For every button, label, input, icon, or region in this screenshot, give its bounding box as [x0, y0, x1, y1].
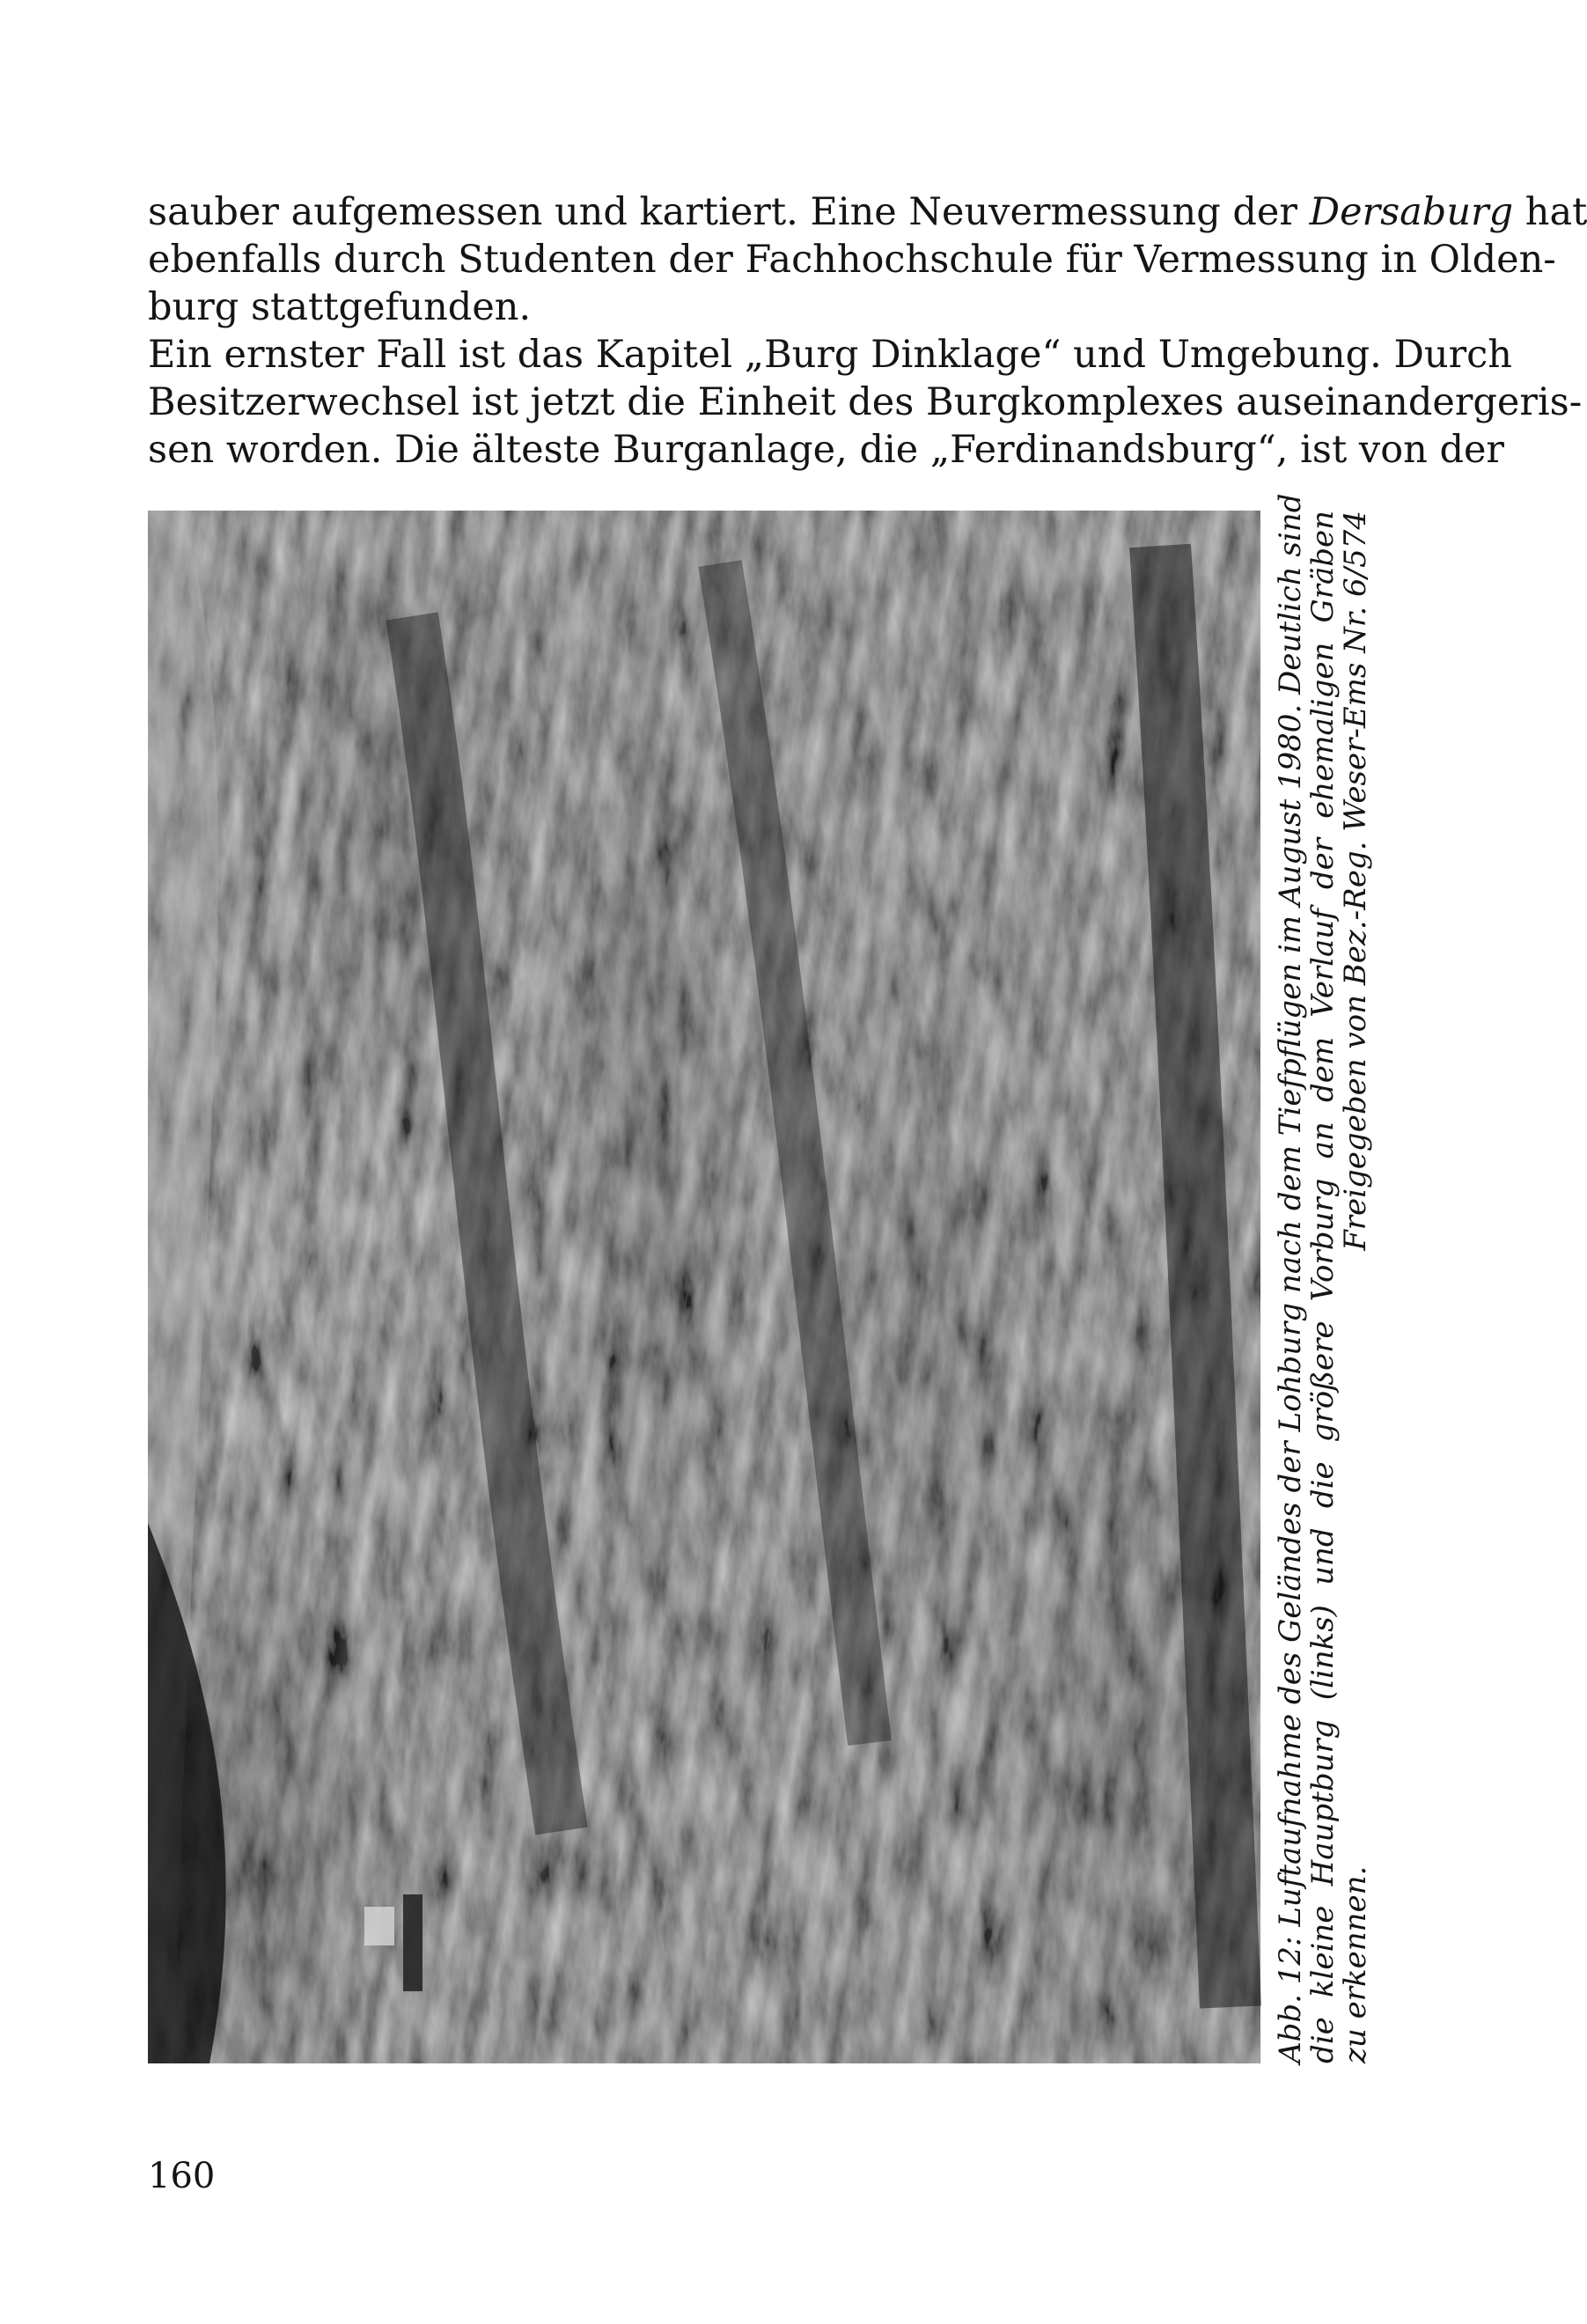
caption-segment: zu erkennen. [1338, 1865, 1373, 2063]
body-paragraph-2 [148, 331, 1583, 474]
italic-place-name: Dersaburg [1309, 190, 1514, 234]
text-line: burg stattgefunden. [148, 285, 532, 329]
body-paragraph-1 [148, 188, 1587, 331]
text-segment: hat [1513, 190, 1587, 234]
aerial-photograph [148, 511, 1260, 2063]
tractor-shape [364, 1907, 394, 1945]
text-line: sen worden. Die älteste Burganlage, die „Ferdinandsburg“, ist von der [148, 428, 1504, 472]
text-line: ebenfalls durch Studenten der Fachhochschule für Vermessung in Olden- [148, 238, 1556, 282]
figure-caption [1273, 493, 1380, 2063]
aerial-photo-texture [148, 511, 1260, 2063]
caption-credit: Freigegeben von Bez.-Reg. Weser-Ems Nr. 6/574 [1338, 511, 1373, 1251]
page-number: 160 [148, 2156, 216, 2196]
text-line [148, 188, 1587, 236]
text-line: Ein ernster Fall ist das Kapitel „Burg Dinklage“ und Umgebung. Durch [148, 333, 1512, 377]
tractor-trailer-shape [403, 1894, 422, 1991]
caption-line: die kleine Hauptburg (links) und die größere Vorburg an dem Verlauf der ehemaligen Gräben [1305, 511, 1341, 2063]
caption-line: Abb. 12: Luftaufnahme des Geländes der Lohburg nach dem Tiefpflügen im August 1980. Deutlich sind [1273, 493, 1308, 2063]
caption-line [1340, 511, 1372, 2063]
text-segment: sauber aufgemessen und kartiert. Eine Neuvermessung der [148, 190, 1310, 234]
text-line: Besitzerwechsel ist jetzt die Einheit des Burgkomplexes auseinandergeris- [148, 380, 1583, 424]
